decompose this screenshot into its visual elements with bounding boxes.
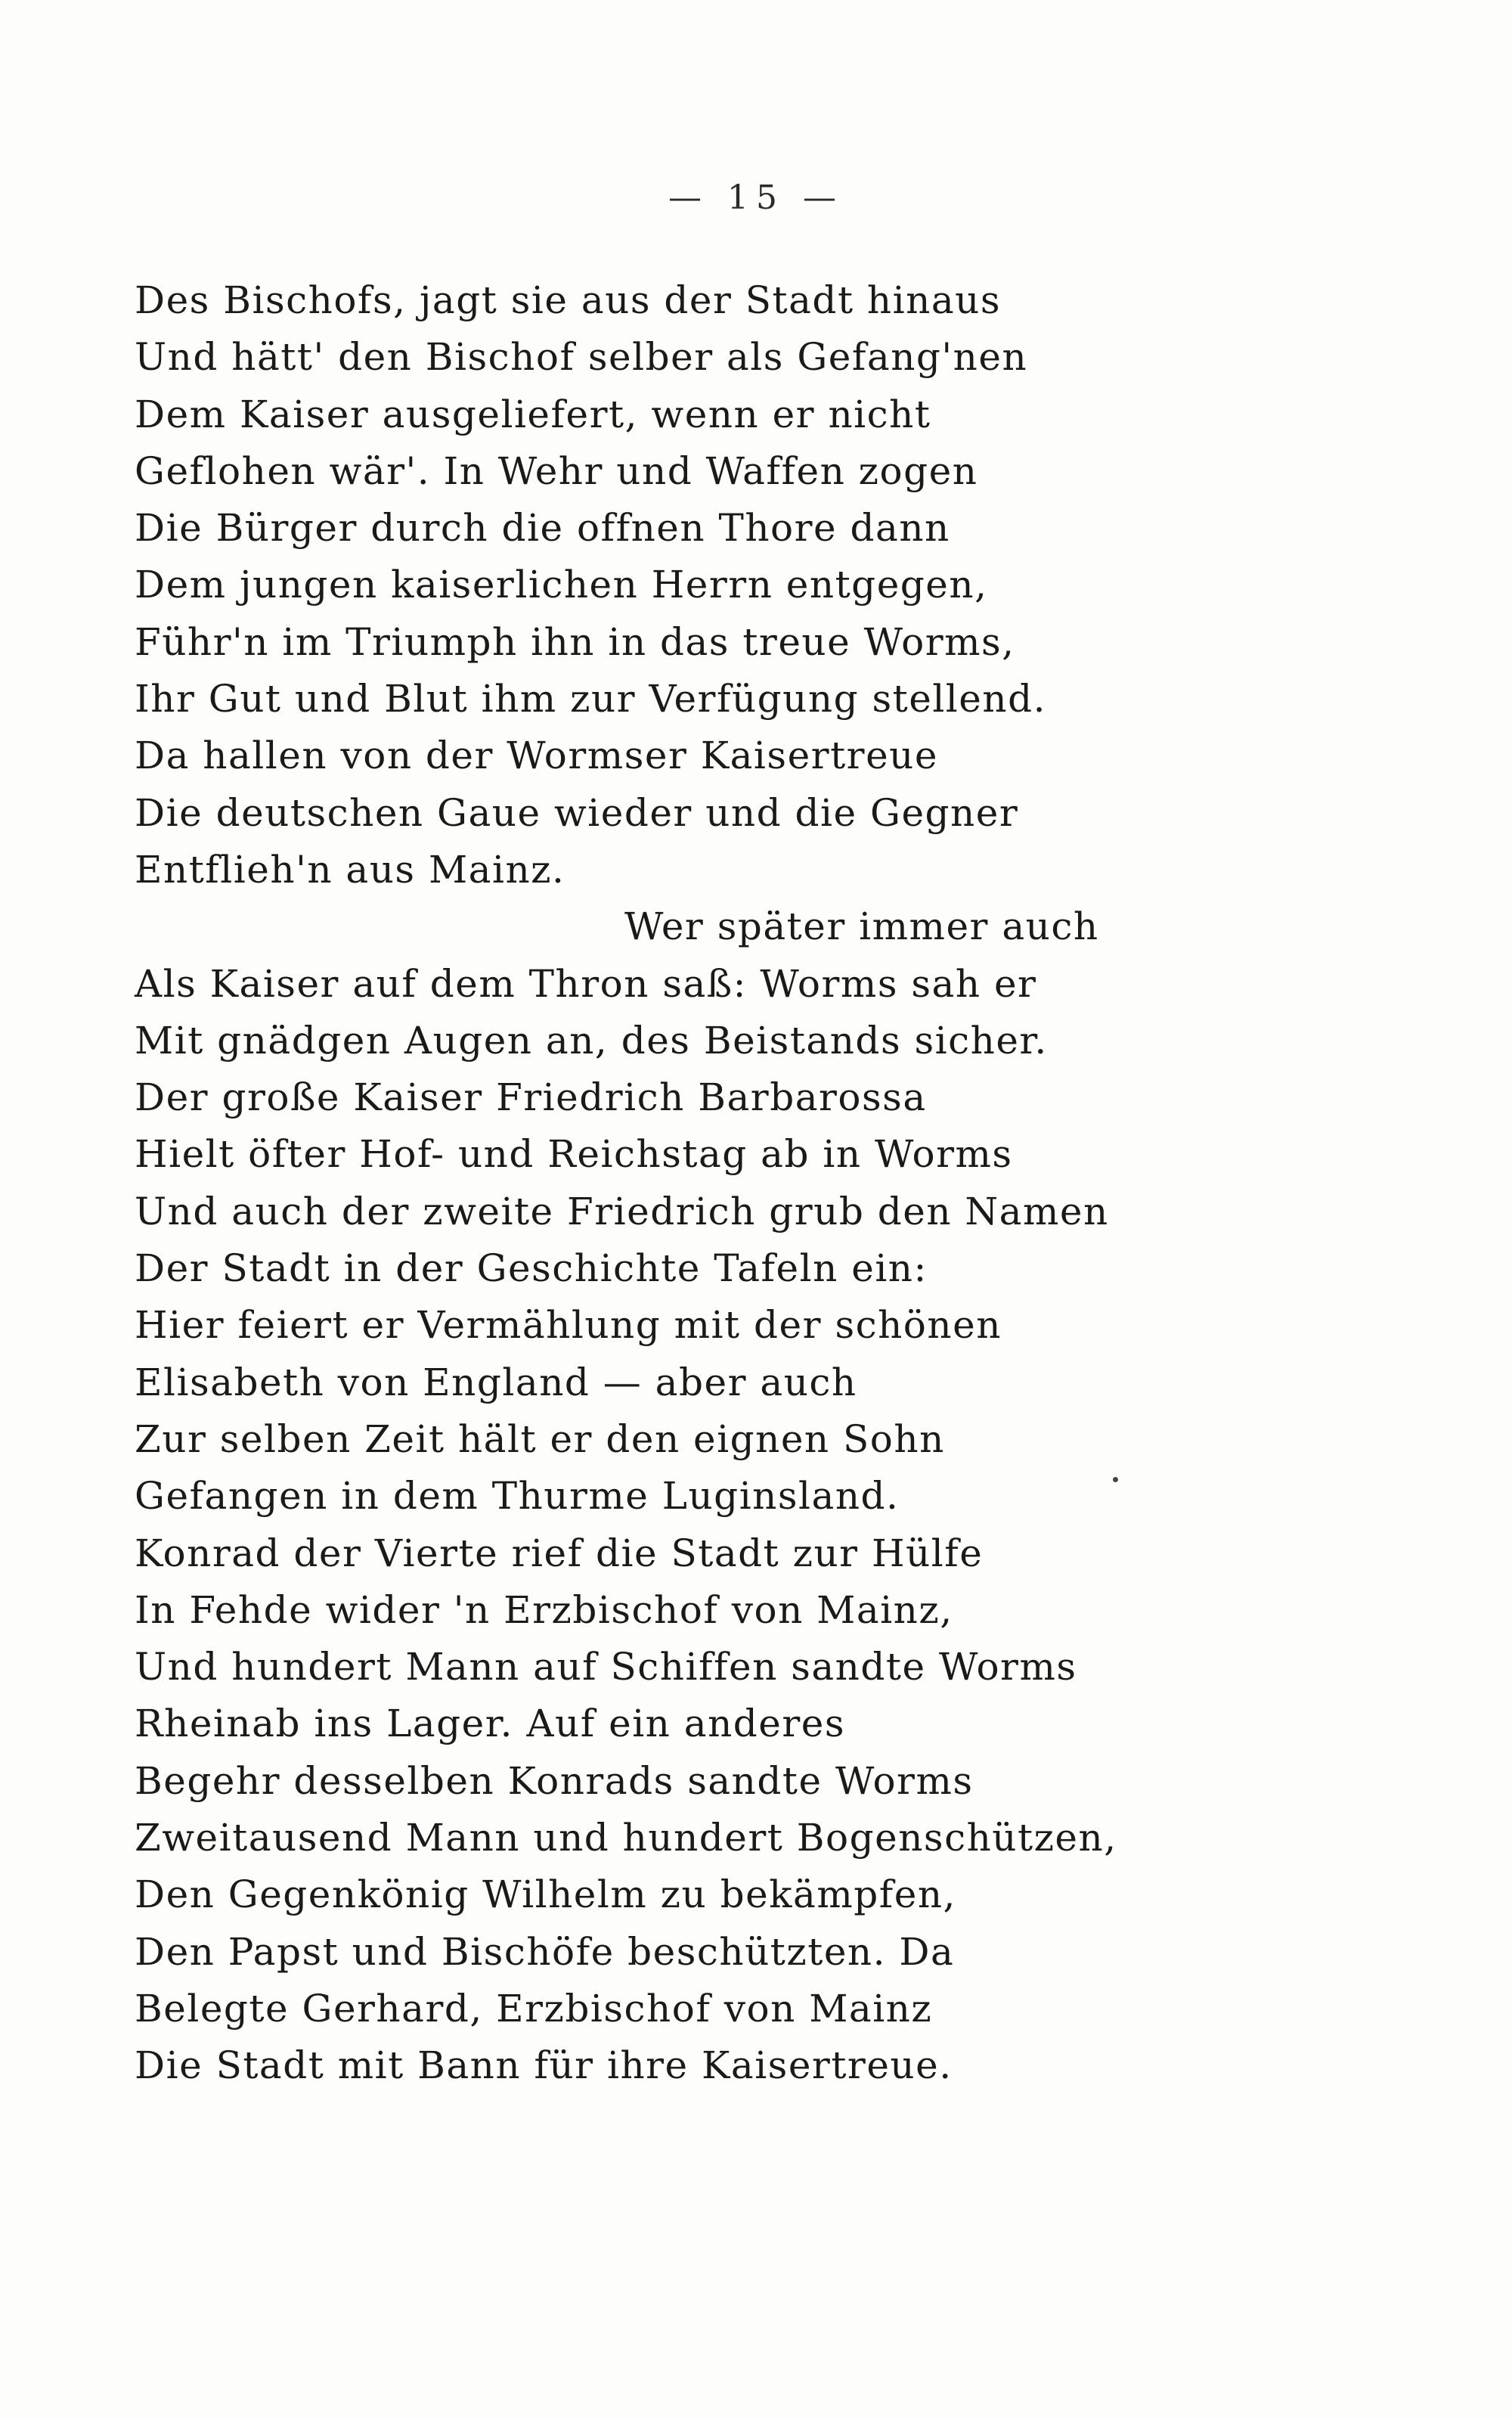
text-line: Die Stadt mit Bann für ihre Kaisertreue.: [135, 2043, 953, 2088]
text-line: Zur selben Zeit hält er den eignen Sohn: [135, 1416, 945, 1461]
text-line: Führ'n im Triumph ihn in das treue Worms,: [135, 619, 1015, 664]
text-line: Zweitausend Mann und hundert Bogenschützen,: [135, 1816, 1117, 1860]
text-line: Gefangen in dem Thurme Luginsland.: [135, 1474, 900, 1519]
text-line: Die deutschen Gaue wieder und die Gegner: [135, 790, 1019, 835]
page-number: — 15 —: [668, 178, 844, 217]
text-line: Begehr desselben Konrads sandte Worms: [135, 1758, 974, 1803]
text-line: Des Bischofs, jagt sie aus der Stadt hinaus: [135, 278, 1001, 322]
text-line: Dem Kaiser ausgeliefert, wenn er nicht: [135, 392, 931, 436]
text-line: Mit gnädgen Augen an, des Beistands sicher.: [135, 1018, 1048, 1063]
text-line: Als Kaiser auf dem Thron saß: Worms sah er: [135, 961, 1037, 1006]
text-line: Hielt öfter Hof- und Reichstag ab in Worms: [135, 1132, 1013, 1177]
text-line: Den Gegenkönig Wilhelm zu bekämpfen,: [135, 1872, 956, 1917]
text-line: Da hallen von der Wormser Kaisertreue: [135, 734, 938, 778]
text-line: Den Papst und Bischöfe beschützten. Da: [135, 1929, 955, 1974]
text-line: Und auch der zweite Friedrich grub den Namen: [135, 1189, 1109, 1233]
text-line: Konrad der Vierte rief die Stadt zur Hülfe: [135, 1531, 984, 1575]
text-line: Belegte Gerhard, Erzbischof von Mainz: [135, 1986, 933, 2031]
text-line: Dem jungen kaiserlichen Herrn entgegen,: [135, 563, 988, 607]
text-line: Hier feiert er Vermählung mit der schönen: [135, 1303, 1002, 1348]
text-line: Der große Kaiser Friedrich Barbarossa: [135, 1075, 927, 1120]
text-line: Der Stadt in der Geschichte Tafeln ein:: [135, 1246, 928, 1291]
text-line: Rheinab ins Lager. Auf ein anderes: [135, 1702, 846, 1746]
text-line: Die Bürger durch die offnen Thore dann: [135, 506, 950, 551]
text-line: Ihr Gut und Blut ihm zur Verfügung stellend.: [135, 677, 1046, 721]
ink-speck: [1113, 1477, 1118, 1482]
text-line-indented: Wer später immer auch: [624, 904, 1099, 949]
poem-text: [135, 272, 1390, 2095]
text-line: Entflieh'n aus Mainz.: [135, 847, 565, 892]
text-line: In Fehde wider 'n Erzbischof von Mainz,: [135, 1587, 953, 1632]
text-line: Und hundert Mann auf Schiffen sandte Worms: [135, 1645, 1077, 1689]
text-line: Und hätt' den Bischof selber als Gefang'nen: [135, 335, 1028, 380]
text-line: Geflohen wär'. In Wehr und Waffen zogen: [135, 448, 978, 493]
text-line: Elisabeth von England — aber auch: [135, 1360, 857, 1404]
